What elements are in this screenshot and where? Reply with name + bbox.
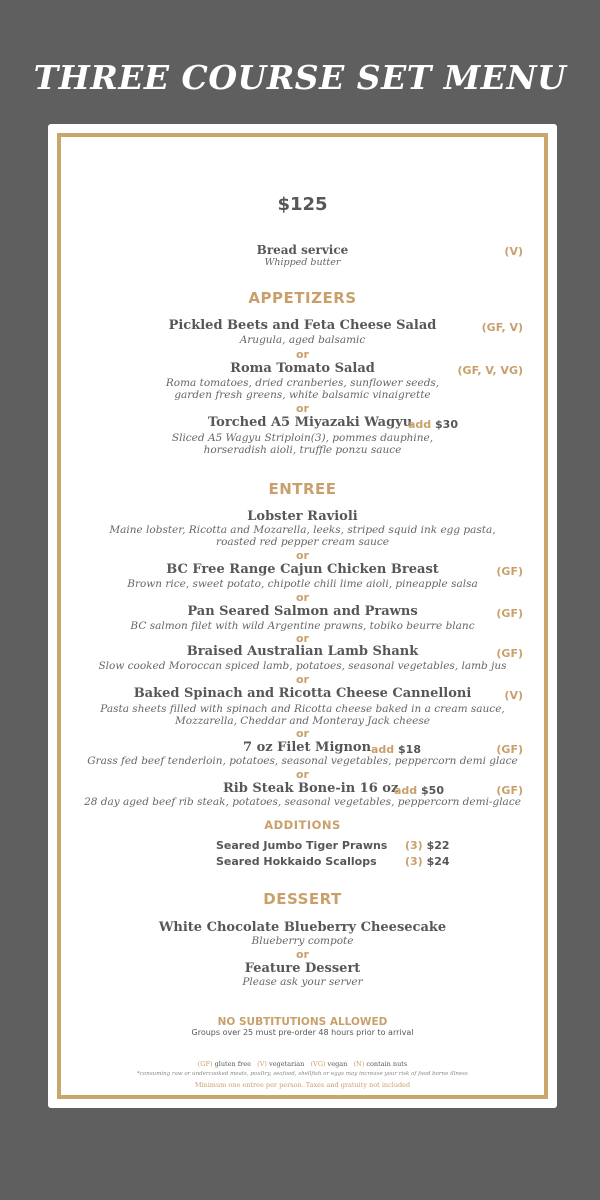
addition-qty: (3) xyxy=(405,839,423,852)
or-divider: or xyxy=(296,727,309,740)
entree-desc: BC salmon filet with wild Argentine prawns, tobiko beurre blanc xyxy=(130,620,475,632)
entree-tag: (V) xyxy=(504,689,523,702)
entree-name: Braised Australian Lamb Shank xyxy=(186,644,419,659)
add-label: add xyxy=(371,743,395,756)
bread-service-desc: Whipped butter xyxy=(264,257,341,268)
addition-price xyxy=(405,855,450,868)
appetizer-name: Roma Tomato Salad xyxy=(230,361,375,376)
legend-label: vegetarian xyxy=(269,1060,305,1068)
or-divider: or xyxy=(296,673,309,686)
entree-tag: (GF) xyxy=(496,784,523,797)
legend-label: vegan xyxy=(327,1060,348,1068)
legend-code: (VG) xyxy=(310,1060,326,1068)
add-amount: $30 xyxy=(435,418,458,431)
or-divider: or xyxy=(296,948,309,961)
legend-label: gluten free xyxy=(214,1060,251,1068)
food-safety-disclaimer: *consuming raw or undercooked meats, poultry, seafood, shellfish or eggs may increase your risk of food borne illness xyxy=(137,1071,468,1077)
appetizer-desc: Sliced A5 Wagyu Striploin(3), pommes dauphine, xyxy=(171,432,434,444)
entree-desc: Brown rice, sweet potato, chipotle chili lime aioli, pineapple salsa xyxy=(127,578,478,590)
entree-desc: Slow cooked Moroccan spiced lamb, potatoes, seasonal vegetables, lamb jus xyxy=(98,660,507,672)
menu-card xyxy=(48,124,557,1108)
set-price: $125 xyxy=(277,194,328,215)
menu-title: THREE COURSE SET MENU xyxy=(33,58,567,97)
entree-name: Rib Steak Bone-in 16 oz xyxy=(223,781,399,796)
legend-label: contain nuts xyxy=(366,1060,408,1068)
appetizer-desc: Roma tomatoes, dried cranberies, sunflower seeds, xyxy=(165,377,440,389)
appetizers-heading: APPETIZERS xyxy=(248,289,357,307)
addition-amount: $22 xyxy=(426,839,450,852)
or-divider: or xyxy=(296,402,309,415)
appetizer-tag: (GF, V, VG) xyxy=(457,364,523,377)
legend-code: (GF) xyxy=(197,1060,213,1068)
dessert-heading: DESSERT xyxy=(263,890,342,908)
bread-service-name: Bread service xyxy=(256,243,349,257)
or-divider: or xyxy=(296,549,309,562)
entree-name: Lobster Ravioli xyxy=(247,509,358,524)
entree-desc: 28 day aged beef rib steak, potatoes, seasonal vegetables, peppercorn demi-glace xyxy=(84,796,521,808)
dessert-desc: Please ask your server xyxy=(242,976,363,988)
add-label: add xyxy=(394,784,418,797)
entree-desc: Pasta sheets filled with spinach and Ricotta cheese baked in a cream sauce, xyxy=(100,703,505,715)
no-substitutions-notice: NO SUBTITUTIONS ALLOWED xyxy=(217,1016,388,1028)
addition-name: Seared Hokkaido Scallops xyxy=(216,855,377,868)
or-divider: or xyxy=(296,591,309,604)
appetizer-desc: Arugula, aged balsamic xyxy=(239,334,366,346)
add-amount: $18 xyxy=(398,743,421,756)
dessert-desc: Blueberry compote xyxy=(251,935,354,947)
entree-heading: ENTREE xyxy=(268,480,337,498)
or-divider: or xyxy=(296,348,309,361)
or-divider: or xyxy=(296,632,309,645)
entree-tag: (GF) xyxy=(496,647,523,660)
add-amount: $50 xyxy=(421,784,444,797)
appetizer-add-price xyxy=(408,418,458,431)
appetizer-desc: horseradish aioli, truffle ponzu sauce xyxy=(203,444,402,456)
minimum-entree-note: Minimum one entree per person. Taxes and gratuity not included xyxy=(194,1081,411,1089)
entree-tag: (GF) xyxy=(496,607,523,620)
dietary-legend xyxy=(48,1060,557,1068)
legend-code: (V) xyxy=(257,1060,267,1068)
addition-price xyxy=(405,839,450,852)
entree-name: 7 oz Filet Mignon xyxy=(243,740,372,755)
addition-name: Seared Jumbo Tiger Prawns xyxy=(216,839,388,852)
addition-amount: $24 xyxy=(426,855,450,868)
appetizer-tag: (GF, V) xyxy=(481,321,523,334)
entree-name: Baked Spinach and Ricotta Cheese Cannelloni xyxy=(133,686,472,701)
addition-qty: (3) xyxy=(405,855,423,868)
add-label: add xyxy=(408,418,432,431)
dessert-name: White Chocolate Blueberry Cheesecake xyxy=(158,920,447,935)
entree-desc: Mozzarella, Cheddar and Monteray Jack cheese xyxy=(175,715,430,727)
menu-content xyxy=(48,124,557,1108)
bread-service-tag: (V) xyxy=(504,245,523,258)
entree-name: Pan Seared Salmon and Prawns xyxy=(187,604,418,619)
group-preorder-note: Groups over 25 must pre-order 48 hours prior to arrival xyxy=(191,1028,414,1037)
entree-tag: (GF) xyxy=(496,743,523,756)
appetizer-desc: garden fresh greens, white balsamic vinaigrette xyxy=(174,389,431,401)
or-divider: or xyxy=(296,768,309,781)
dessert-name: Feature Dessert xyxy=(244,961,361,976)
entree-tag: (GF) xyxy=(496,565,523,578)
entree-desc: Maine lobster, Ricotta and Mozarella, leeks, striped squid ink egg pasta, xyxy=(109,524,496,536)
entree-desc: roasted red pepper cream sauce xyxy=(216,536,389,548)
entree-desc: Grass fed beef tenderloin, potatoes, seasonal vegetables, peppercorn demi glace xyxy=(87,755,518,767)
entree-name: BC Free Range Cajun Chicken Breast xyxy=(166,562,439,577)
appetizer-name: Torched A5 Miyazaki Wagyu xyxy=(208,415,413,430)
appetizer-name: Pickled Beets and Feta Cheese Salad xyxy=(168,318,437,333)
additions-heading: ADDITIONS xyxy=(264,818,341,832)
legend-code: (N) xyxy=(353,1060,365,1068)
